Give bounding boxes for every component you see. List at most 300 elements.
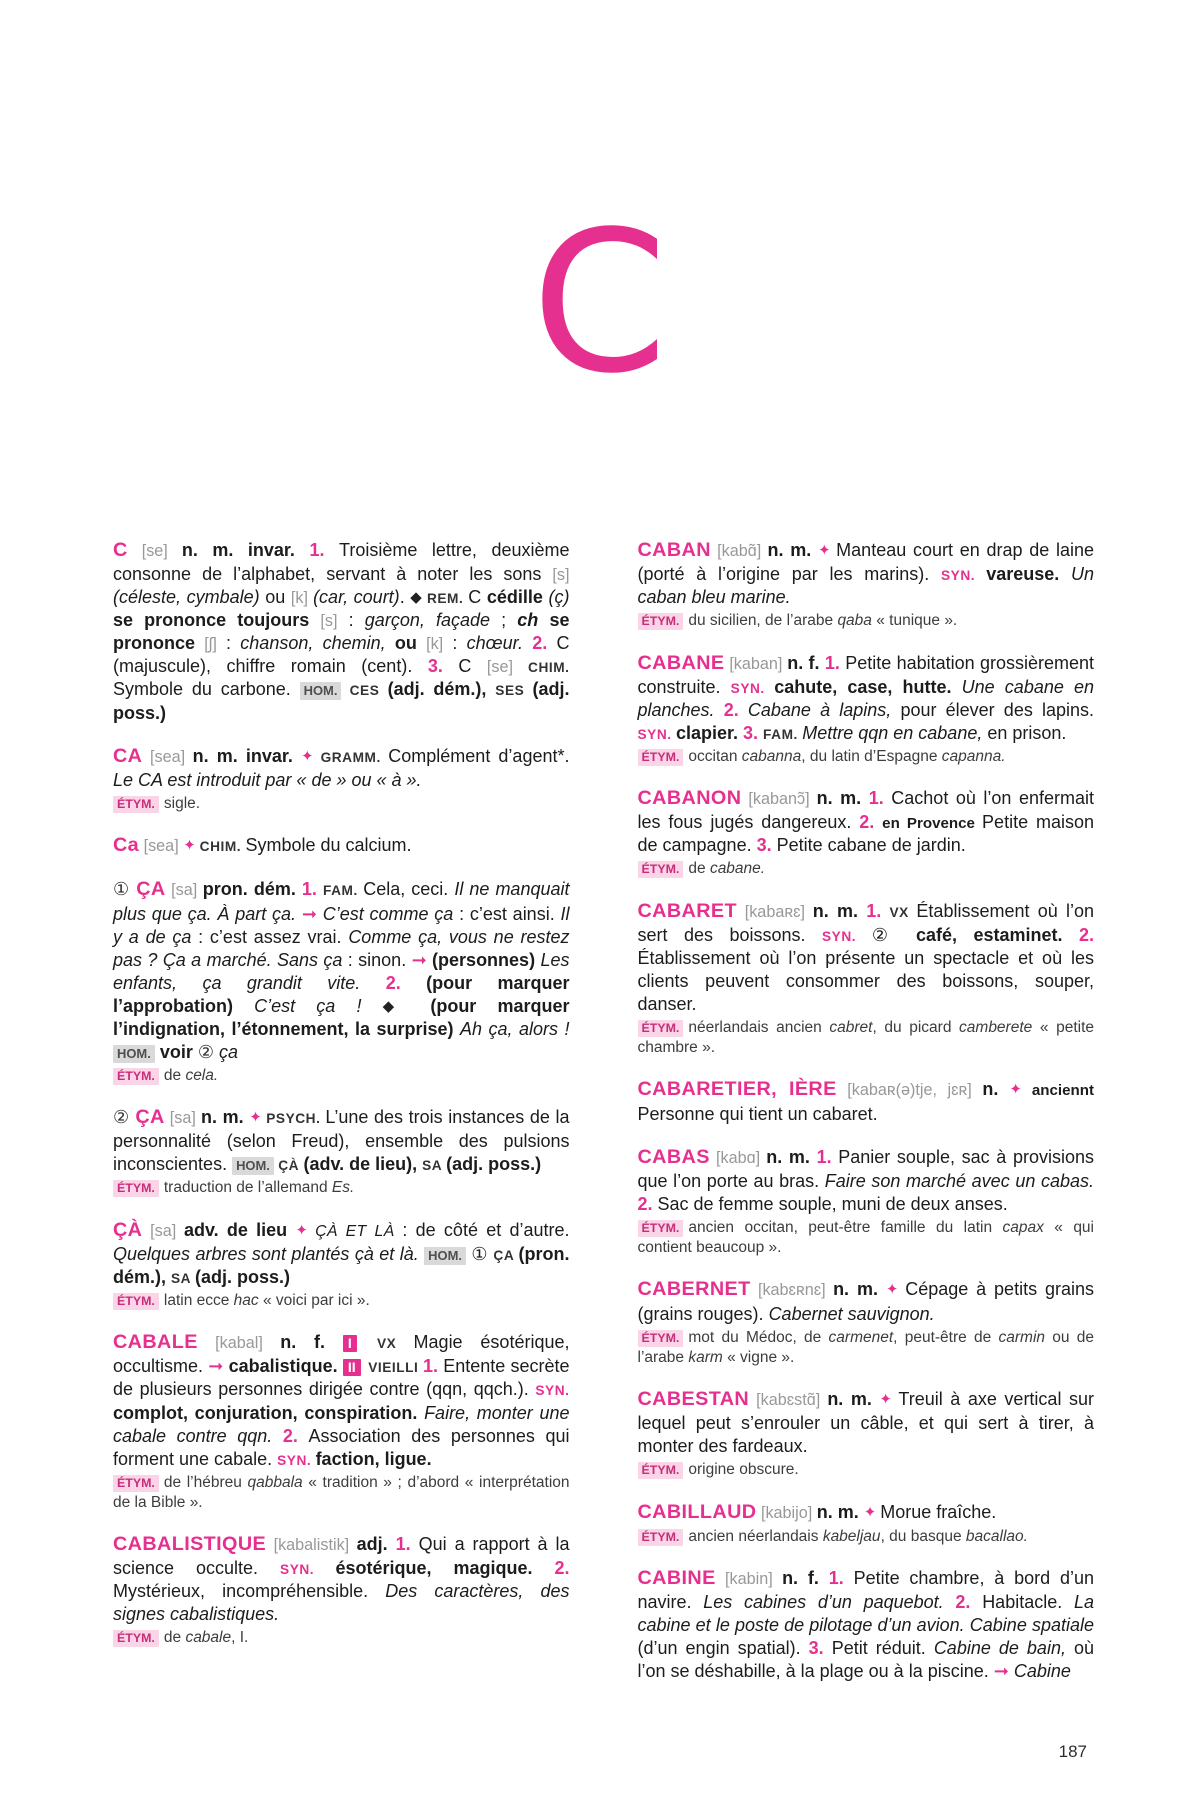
text-run: Association des personnes qui forment une cabale. xyxy=(113,1425,570,1469)
text-run: C (majuscule), chiffre romain (cent). xyxy=(113,633,570,677)
text-run: de xyxy=(163,1066,186,1084)
headword: C xyxy=(113,539,128,561)
italic-run: bacallao. xyxy=(965,1527,1028,1545)
text-run: L’une des trois instances de la personnalité (selon Freud), ensemble des pulsions inconscientes. xyxy=(113,1107,570,1175)
domain-label: CES xyxy=(341,683,388,699)
italic-run: Il ne manquait plus que ça. À part ça. xyxy=(113,879,570,924)
text-run: : de côté et d’autre. xyxy=(402,1219,570,1240)
entry-body xyxy=(113,1330,570,1470)
diamond-icon: ✦ xyxy=(301,748,321,765)
text-run: origine obscure. xyxy=(688,1461,799,1479)
homonym-label: HOM. xyxy=(300,682,342,700)
diamond-icon: ✦ xyxy=(1009,1082,1032,1099)
text-run: mot du Médoc, de xyxy=(688,1328,829,1346)
part-of-speech: n. m. xyxy=(812,900,867,921)
synonym-label: SYN. xyxy=(821,928,872,944)
headword: CABALISTIQUE xyxy=(113,1532,267,1555)
headword: CABAN xyxy=(637,539,711,561)
text-run: « qui contient beaucoup ». xyxy=(637,1219,1094,1257)
text-run: , du picard xyxy=(872,1019,960,1037)
headword: CABANE xyxy=(637,651,725,674)
entry-body xyxy=(113,1218,570,1289)
etymology-line xyxy=(113,1473,570,1513)
dictionary-entry xyxy=(113,1330,570,1513)
text-run: : c’est ainsi. xyxy=(459,903,561,924)
sense-number: 2. xyxy=(637,1194,658,1215)
headword: CABARETIER, IÈRE xyxy=(637,1078,837,1101)
italic-run: qabbala xyxy=(247,1473,303,1491)
italic-run: (ç) xyxy=(548,587,570,608)
pronunciation: [s] xyxy=(320,612,338,631)
italic-run: kabeljau xyxy=(822,1527,881,1545)
etym-label: ÉTYM. xyxy=(638,1220,684,1237)
text-run: néerlandais ancien xyxy=(688,1019,830,1037)
italic-run: cabale xyxy=(185,1629,232,1647)
dictionary-entry xyxy=(638,1277,1095,1368)
headword: CABARET xyxy=(637,899,737,922)
entry-body xyxy=(113,1105,570,1176)
text-run: Magie ésotérique, occultisme. xyxy=(113,1332,570,1377)
italic-run: garçon, façade xyxy=(364,610,502,631)
text-run: Treuil à axe vertical sur lequel peut s’enrouler un câble, et qui sert à tirer, à monter des fardeaux. xyxy=(637,1389,1094,1457)
italic-run: cabret xyxy=(829,1019,873,1037)
text-run: Sac de femme souple, muni de deux anses. xyxy=(657,1194,1008,1215)
dictionary-entry xyxy=(638,1387,1095,1481)
text-run: : c’est assez vrai. xyxy=(198,926,349,947)
headword: Ca xyxy=(113,834,140,857)
headword: CABAS xyxy=(637,1145,710,1168)
italic-run: Es. xyxy=(331,1179,355,1197)
italic-run: carmenet xyxy=(828,1328,894,1346)
pronunciation: [kabal] xyxy=(197,1334,281,1353)
etymology-line xyxy=(113,1628,570,1648)
dictionary-entry xyxy=(638,1145,1095,1259)
sense-number: 3. xyxy=(743,722,764,743)
etymology-line xyxy=(638,1018,1095,1058)
etymology-line xyxy=(113,1291,570,1311)
italic-run: capanna. xyxy=(941,747,1006,765)
entry-body xyxy=(638,1145,1095,1216)
italic-run: chœur. xyxy=(466,633,533,654)
text-run: Entente secrète de plusieurs personnes dirigée contre (qqn, qqch.). xyxy=(113,1356,570,1400)
text-run: Petit réduit. xyxy=(831,1638,934,1659)
pronunciation: [kabaʀ(ə)tje, jɛʀ] xyxy=(836,1081,983,1100)
bold-run: cabalistique. xyxy=(228,1356,343,1377)
domain-label: SA xyxy=(422,1158,447,1174)
pronunciation: [kabalistik] xyxy=(266,1535,357,1554)
text-run: Morue fraîche. xyxy=(880,1501,997,1522)
italic-run: cabane. xyxy=(709,860,766,878)
domain-label: REM. xyxy=(426,591,469,607)
italic-run: Ah ça, alors ! xyxy=(459,1018,570,1039)
bold-run: (adj. poss.) xyxy=(446,1154,542,1175)
right-column xyxy=(638,538,1095,1702)
text-run: sigle. xyxy=(163,794,201,812)
text-run: pour élever des lapins. xyxy=(900,699,1095,720)
entry-body xyxy=(113,744,570,792)
headword: CA xyxy=(113,744,143,767)
sense-number: 2. xyxy=(282,1425,309,1446)
text-run: ou xyxy=(259,587,291,608)
text-run: traduction de l’allemand xyxy=(163,1179,332,1197)
sense-number: 1. xyxy=(866,900,890,921)
sense-number: 1. xyxy=(816,1146,839,1167)
etym-label: ÉTYM. xyxy=(638,1330,684,1347)
part-of-speech: n. m. xyxy=(766,1146,817,1167)
text-run: ; xyxy=(501,610,518,631)
pronunciation: [kabɑ] xyxy=(709,1148,767,1167)
text-run: , I. xyxy=(231,1629,249,1647)
domain-label: SES xyxy=(495,683,533,699)
italic-run: Il y a de ça xyxy=(113,903,570,947)
bold-run: (adj. poss.) xyxy=(113,679,570,723)
etymology-line xyxy=(638,859,1095,879)
italic-run: capax xyxy=(1002,1219,1044,1237)
dictionary-entry xyxy=(638,538,1095,632)
sense-number: 2. xyxy=(1078,924,1094,945)
part-of-speech: adv. de lieu xyxy=(183,1219,296,1240)
arrow-icon: ➞ xyxy=(993,1661,1014,1682)
page-number: 187 xyxy=(1058,1742,1087,1761)
entry-body xyxy=(638,1566,1095,1683)
diamond-icon: ✦ xyxy=(863,1504,881,1521)
etym-label: ÉTYM. xyxy=(638,749,684,766)
text-run: Personne qui tient un cabaret. xyxy=(637,1103,878,1124)
text-run: C xyxy=(458,656,487,677)
domain-label: VX xyxy=(889,904,917,920)
headword: CABANON xyxy=(637,787,742,810)
text-run: « tradition » ; d’abord « interprétation de la Bible ». xyxy=(113,1473,570,1511)
dictionary-entry xyxy=(113,538,570,725)
text-run: « voici par ici ». xyxy=(258,1291,370,1309)
dictionary-entry xyxy=(113,744,570,815)
pronunciation: [kabin] xyxy=(715,1570,783,1589)
text-run: « tunique ». xyxy=(871,612,958,630)
pronunciation: [ʃ] xyxy=(204,635,217,654)
etym-label: ÉTYM. xyxy=(113,1630,159,1647)
etymology-line xyxy=(113,1066,570,1086)
etym-label: ÉTYM. xyxy=(113,1293,159,1310)
etym-label: ÉTYM. xyxy=(113,1180,159,1197)
part-of-speech: n. xyxy=(982,1079,1010,1100)
sense-number: 1. xyxy=(309,540,340,560)
dictionary-entry xyxy=(638,899,1095,1059)
bold-run: ou xyxy=(385,633,427,654)
bold-italic-run: ch xyxy=(517,610,550,631)
domain-label: PSYCH. xyxy=(266,1111,326,1127)
italic-run: cela. xyxy=(185,1066,219,1084)
pronunciation: [kaban] xyxy=(724,654,788,673)
text-run: ② xyxy=(871,924,916,945)
etymology-line xyxy=(638,1527,1095,1547)
part-of-speech: adj. xyxy=(356,1533,396,1554)
part-of-speech: n. m. invar. xyxy=(192,745,302,766)
diamond-icon: ◆ xyxy=(382,998,431,1015)
pronunciation: [sea] xyxy=(139,837,184,856)
text-run: Mystérieux, incompréhensible. xyxy=(113,1581,386,1602)
dictionary-entry xyxy=(113,1532,570,1649)
text-run: : sinon. xyxy=(347,949,412,970)
headword: ÇÀ xyxy=(113,1218,143,1241)
text-run: de xyxy=(688,860,710,878)
bold-run: (adj. poss.) xyxy=(194,1266,290,1287)
sense-number: 1. xyxy=(395,1533,419,1554)
italic-caps-run: ÇÀ ET LÀ xyxy=(315,1222,403,1240)
italic-run: cabanna xyxy=(741,747,802,765)
entry-body xyxy=(638,1500,1095,1525)
text-run: , peut-être de xyxy=(893,1328,999,1346)
usage-label: anciennt xyxy=(1031,1082,1094,1100)
homonym-label: HOM. xyxy=(232,1157,274,1175)
pronunciation: [s] xyxy=(552,566,570,585)
italic-run: Mettre qqn en cabane, xyxy=(802,722,988,743)
usage-label: en Provence xyxy=(882,815,983,833)
part-of-speech: n. m. invar. xyxy=(181,540,310,560)
etym-label: ÉTYM. xyxy=(113,1475,159,1492)
bold-run: (adj. dém.), xyxy=(387,679,496,700)
sense-number: 1. xyxy=(301,879,323,900)
pronunciation: [kabɛstɑ̃] xyxy=(749,1391,828,1410)
part-of-speech: n. m. xyxy=(833,1279,886,1300)
diamond-icon: ✦ xyxy=(817,542,837,559)
headword: CABERNET xyxy=(637,1278,751,1301)
etymology-line xyxy=(638,1460,1095,1480)
text-run: Habitacle. xyxy=(982,1592,1074,1613)
bold-run: vareuse. xyxy=(986,564,1071,585)
dictionary-entry xyxy=(113,1218,570,1312)
text-run: ancien néerlandais xyxy=(688,1527,823,1545)
italic-run: Quelques arbres sont plantés çà et là. xyxy=(113,1243,425,1264)
entry-body xyxy=(638,538,1095,609)
synonym-label: SYN. xyxy=(277,1452,316,1468)
headword: ÇA xyxy=(135,1106,165,1129)
etymology-line xyxy=(638,611,1095,631)
section-letter: C xyxy=(531,189,668,416)
domain-label: VIEILLI xyxy=(363,1360,423,1376)
pronunciation: [sa] xyxy=(164,1109,201,1128)
part-of-speech: n. m. xyxy=(200,1107,250,1128)
bold-run: café, estaminet. xyxy=(915,924,1079,945)
text-run: Troisième lettre, deuxième consonne de l’alphabet, servant à noter les sons xyxy=(113,540,570,585)
text-run: Symbole du carbone. xyxy=(113,679,300,700)
pronunciation: [kabɛʀnɛ] xyxy=(750,1281,834,1300)
text-run: : xyxy=(216,633,241,654)
diamond-icon: ✦ xyxy=(183,838,200,855)
text-run: Cépage à petits grains (grains rouges). xyxy=(637,1279,1094,1324)
bold-run: cédille xyxy=(486,587,549,608)
text-run: où l’on se déshabille, à la plage ou à la piscine. xyxy=(637,1638,1095,1682)
part-of-speech: n. f. xyxy=(782,1568,829,1589)
italic-run: Des caractères, des signes cabalistiques. xyxy=(113,1581,570,1625)
arrow-icon: ➞ xyxy=(208,1356,229,1377)
left-column xyxy=(113,538,570,1702)
sense-number: 2. xyxy=(859,812,883,833)
italic-run: Faire, monter une cabale contre qqn. xyxy=(113,1402,570,1446)
bold-run: (pron. dém.), xyxy=(113,1243,570,1287)
italic-run: ça xyxy=(218,1041,238,1062)
bold-run: (pour marquer l’indignation, l’étonnement, la surprise) xyxy=(113,995,570,1039)
sense-number: 2. xyxy=(385,972,427,993)
circled-number: ① xyxy=(113,879,137,900)
italic-run: Faire son marché avec un cabas. xyxy=(824,1171,1095,1192)
domain-label: SA xyxy=(171,1270,195,1286)
entry-body xyxy=(113,833,570,858)
text-run: Établissement où l’on présente un spectacle et où les clients peuvent consommer des boissons, souper, danser. xyxy=(637,947,1094,1015)
text-run: Complément d’agent*. xyxy=(388,745,570,766)
etym-label: ÉTYM. xyxy=(638,1020,684,1037)
diamond-icon: ✦ xyxy=(249,1110,267,1127)
entry-body xyxy=(638,651,1095,745)
text-run: Petite habitation grossièrement construite. xyxy=(637,652,1094,697)
etym-label: ÉTYM. xyxy=(113,796,159,813)
text-run: Petite cabane de jardin. xyxy=(776,835,966,856)
text-run: Cachot où l’on enfermait les fous jugés dangereux. xyxy=(637,788,1094,833)
etymology-line xyxy=(113,794,570,814)
italic-run: Le CA est introduit par « de » ou « à ». xyxy=(113,769,422,790)
bold-run: se prononce toujours xyxy=(113,610,321,631)
pronunciation: [kabɑ̃] xyxy=(710,542,768,560)
synonym-label: SYN. xyxy=(941,568,987,584)
text-run: ou de l’arabe xyxy=(637,1328,1094,1366)
domain-label: ÇA xyxy=(493,1247,519,1263)
text-run: C xyxy=(468,587,487,608)
domain-label: FAM. xyxy=(763,726,803,742)
headword: CABALE xyxy=(113,1331,198,1354)
text-run: , du latin d’Espagne xyxy=(801,747,942,765)
italic-run: chanson, chemin, xyxy=(240,633,386,654)
bold-run: complot, conjuration, conspiration. xyxy=(113,1402,425,1423)
italic-run: Les enfants, ça grandit vite. xyxy=(113,949,570,993)
etymology-line xyxy=(113,1178,570,1198)
sense-number: 2. xyxy=(955,1592,983,1613)
italic-run: C’est ça ! xyxy=(254,995,383,1016)
dictionary-entry xyxy=(638,651,1095,768)
text-run: du sicilien, de l’arabe xyxy=(688,612,838,630)
italic-run: Comme ça, vous ne restez pas ? Ça a marché. Sans ça xyxy=(113,926,570,970)
pronunciation: [kabijo] xyxy=(756,1503,817,1522)
pronunciation: [sea] xyxy=(142,747,193,766)
bold-run: (pour marquer l’approbation) xyxy=(113,972,570,1016)
circled-number: ② xyxy=(197,1041,219,1062)
pronunciation: [se] xyxy=(486,658,529,677)
bold-run: (adv. de lieu), xyxy=(303,1154,423,1175)
domain-label: ÇÀ xyxy=(273,1158,304,1174)
text-run: Manteau court en drap de laine (porté à l’origine par les marins). xyxy=(637,540,1095,585)
domain-label: CHIM. xyxy=(528,660,570,676)
roman-numeral-badge: I xyxy=(343,1335,357,1352)
etym-label: ÉTYM. xyxy=(638,1529,684,1546)
italic-run: karm xyxy=(688,1348,723,1366)
sense-number: 1. xyxy=(422,1356,444,1377)
part-of-speech: n. m. xyxy=(767,540,818,560)
roman-numeral-badge: II xyxy=(343,1359,361,1376)
dictionary-entry xyxy=(638,1500,1095,1547)
italic-run: hac xyxy=(233,1291,259,1309)
sense-number: 2. xyxy=(554,1558,570,1579)
sense-number: 2. xyxy=(723,699,748,720)
pronunciation: [k] xyxy=(290,589,314,608)
headword: CABILLAUD xyxy=(637,1500,757,1523)
text-run: « petite chambre ». xyxy=(637,1019,1094,1057)
entry-body xyxy=(638,786,1095,857)
synonym-label: SYN. xyxy=(637,726,676,742)
domain-label: GRAMM. xyxy=(320,749,389,765)
italic-run: (car, court) xyxy=(313,587,400,608)
pronunciation: [k] xyxy=(426,635,444,654)
headword: ÇA xyxy=(136,878,166,901)
homonym-label: HOM. xyxy=(113,1045,155,1063)
italic-run: Un caban bleu marine. xyxy=(637,564,1094,608)
part-of-speech: n. m. xyxy=(827,1389,880,1410)
diamond-icon: ✦ xyxy=(295,1222,316,1239)
text-run: Cela, ceci. xyxy=(363,879,455,900)
part-of-speech: n. m. xyxy=(816,788,869,809)
dictionary-entry xyxy=(113,877,570,1086)
text-run: : xyxy=(337,610,365,631)
sense-number: 3. xyxy=(808,1638,832,1659)
domain-label: FAM. xyxy=(322,883,364,899)
part-of-speech: n. f. xyxy=(787,652,825,673)
italic-run: Cabine de bain, xyxy=(933,1638,1074,1659)
italic-run: Cabane à lapins, xyxy=(747,699,901,720)
sense-number: 2. xyxy=(532,633,557,654)
synonym-label: SYN. xyxy=(280,1562,336,1578)
italic-run: C’est comme ça xyxy=(322,903,460,924)
pronunciation: [se] xyxy=(127,542,182,560)
italic-run: Une cabane en planches. xyxy=(637,676,1095,720)
etym-label: ÉTYM. xyxy=(638,861,684,878)
text-run: Symbole du calcium. xyxy=(245,835,412,856)
sense-number: 3. xyxy=(756,835,777,856)
etym-label: ÉTYM. xyxy=(638,613,684,630)
etym-label: ÉTYM. xyxy=(638,1462,684,1479)
bold-run: se prononce xyxy=(113,610,570,654)
text-run: Panier souple, sac à provisions que l’on porte au bras. xyxy=(637,1146,1094,1192)
pronunciation: [sa] xyxy=(165,881,203,900)
domain-label: VX xyxy=(359,1336,414,1352)
text-run: ancien occitan, peut-être famille du latin xyxy=(688,1219,1003,1237)
bold-run: voir xyxy=(154,1041,198,1062)
homonym-label: HOM. xyxy=(424,1247,466,1265)
bold-run: faction, ligue. xyxy=(315,1448,432,1469)
italic-run: (céleste, cymbale) xyxy=(113,587,260,608)
entry-body xyxy=(113,877,570,1064)
italic-run: Cabernet sauvignon. xyxy=(768,1303,935,1324)
entry-body xyxy=(638,899,1095,1016)
sense-number: 1. xyxy=(828,1568,854,1589)
domain-label: CHIM. xyxy=(199,839,246,855)
text-columns xyxy=(113,538,1094,1702)
part-of-speech: n. f. xyxy=(280,1332,343,1353)
headword: CABESTAN xyxy=(637,1388,750,1411)
entry-body xyxy=(638,1077,1095,1125)
etymology-line xyxy=(638,747,1095,767)
sense-number: 3. xyxy=(427,656,459,677)
italic-run: camberete xyxy=(959,1019,1033,1037)
part-of-speech: n. m. xyxy=(816,1501,864,1522)
etymology-line xyxy=(638,1218,1095,1258)
synonym-label: SYN. xyxy=(730,680,775,696)
etymology-line xyxy=(638,1328,1095,1368)
diamond-icon: ✦ xyxy=(879,1392,899,1408)
diamond-icon: ◆ xyxy=(410,590,427,607)
text-run: , du basque xyxy=(880,1527,966,1545)
text-run: Qui a rapport à la science occulte. xyxy=(113,1533,570,1579)
headword: CABINE xyxy=(637,1567,716,1590)
bold-run: (personnes) xyxy=(432,949,541,970)
dictionary-entry xyxy=(638,1077,1095,1125)
text-run: Petite chambre, à bord d’un navire. xyxy=(637,1568,1094,1613)
